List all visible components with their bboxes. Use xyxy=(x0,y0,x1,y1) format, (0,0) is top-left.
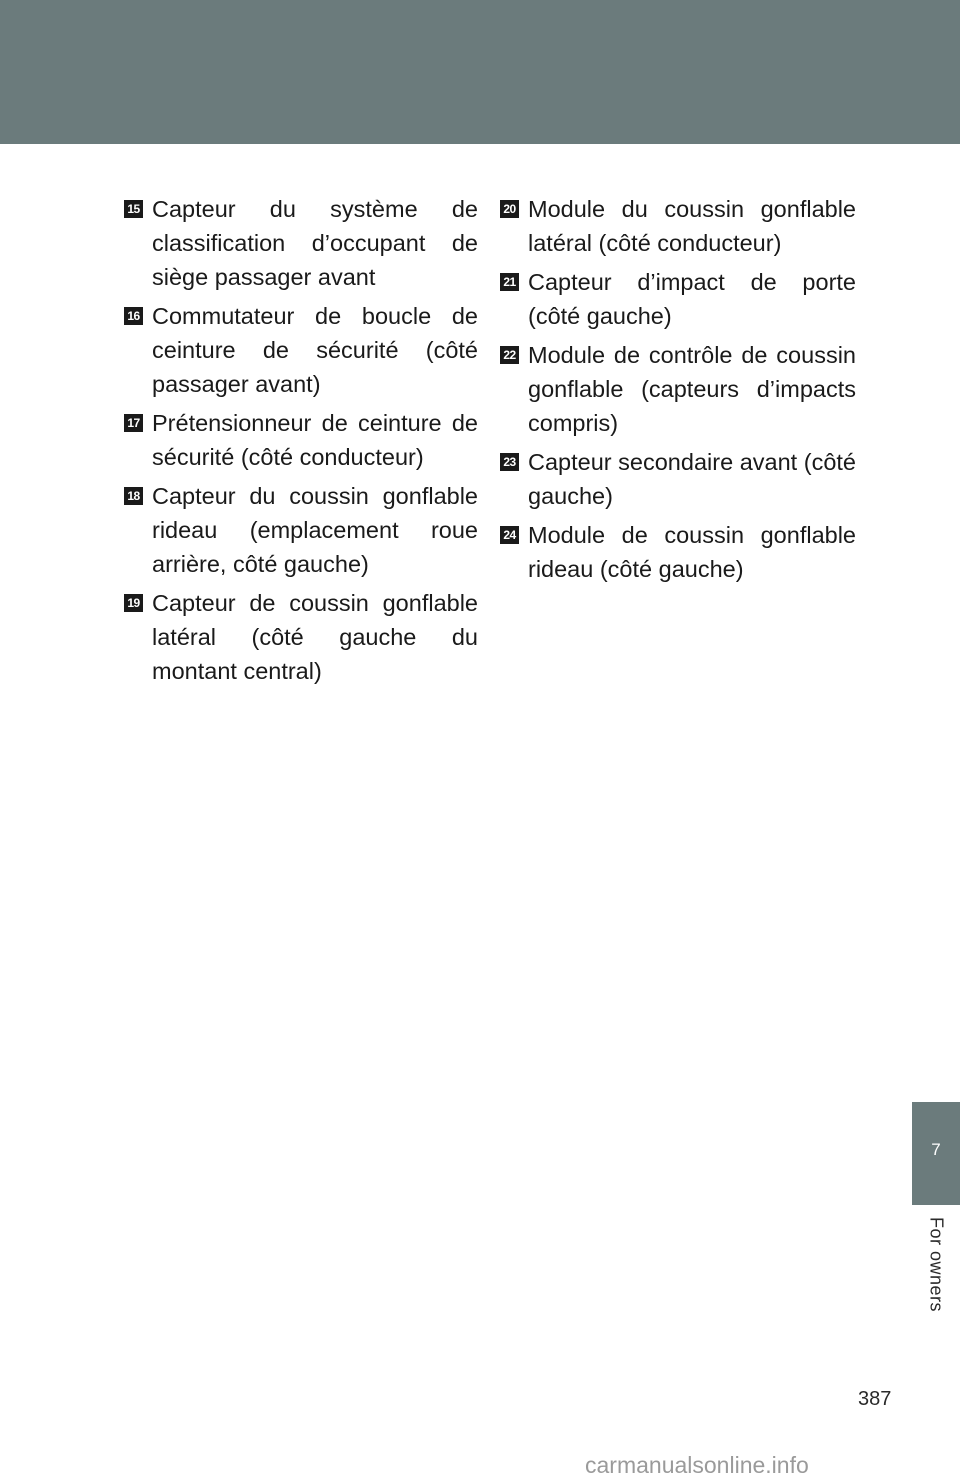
list-item xyxy=(124,192,478,294)
list-item xyxy=(500,338,856,440)
item-text: Capteur du système de classification d’occupant de siège passager avant xyxy=(152,196,478,290)
item-text: Module du coussin gonflable latéral (côté conducteur) xyxy=(528,196,856,256)
item-number-badge: 20 xyxy=(500,200,519,218)
list-item xyxy=(124,406,478,474)
item-number-badge: 24 xyxy=(500,526,519,544)
item-text: Commutateur de boucle de ceinture de sécurité (côté passager avant) xyxy=(152,303,478,397)
item-number-badge: 19 xyxy=(124,594,143,612)
watermark: carmanualsonline.info xyxy=(585,1452,809,1478)
item-text: Capteur de coussin gonflable latéral (côté gauche du montant central) xyxy=(152,590,478,684)
section-label xyxy=(912,1205,960,1335)
item-number-badge: 16 xyxy=(124,307,143,325)
list-item xyxy=(500,192,856,260)
list-item xyxy=(500,265,856,333)
item-text: Capteur secondaire avant (côté gauche) xyxy=(528,449,856,509)
item-number-badge: 18 xyxy=(124,487,143,505)
list-item xyxy=(124,586,478,688)
left-column xyxy=(124,192,478,693)
item-number-badge: 21 xyxy=(500,273,519,291)
item-text: Capteur du coussin gonflable rideau (emplacement roue arrière, côté gauche) xyxy=(152,483,478,577)
chapter-number: 7 xyxy=(931,1140,941,1159)
list-item xyxy=(124,479,478,581)
list-item xyxy=(500,445,856,513)
item-text: Prétensionneur de ceinture de sécurité (côté conducteur) xyxy=(152,410,478,470)
item-number-badge: 17 xyxy=(124,414,143,432)
page-number: 387 xyxy=(858,1388,892,1410)
header-band xyxy=(0,0,960,144)
item-number-badge: 22 xyxy=(500,346,519,364)
section-label-text: For owners xyxy=(926,1217,947,1313)
item-number-badge: 23 xyxy=(500,453,519,471)
list-item xyxy=(124,299,478,401)
item-text: Module de contrôle de coussin gonflable (capteurs d’impacts compris) xyxy=(528,342,856,436)
list-item xyxy=(500,518,856,586)
item-text: Capteur d’impact de porte (côté gauche) xyxy=(528,269,856,329)
chapter-tab[interactable] xyxy=(912,1102,960,1205)
item-text: Module de coussin gonflable rideau (côté gauche) xyxy=(528,522,856,582)
right-column xyxy=(500,192,856,591)
item-number-badge: 15 xyxy=(124,200,143,218)
